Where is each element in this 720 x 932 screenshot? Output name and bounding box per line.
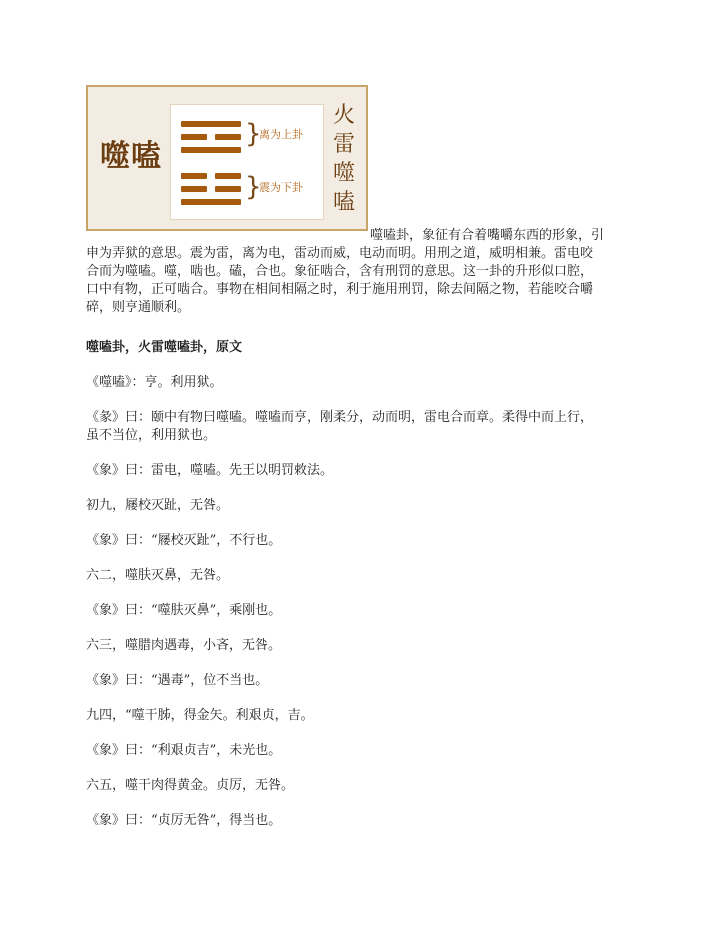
paragraph: 《象》曰：“利艰贞吉”，未光也。 [86,743,282,758]
upper-trigram-label: 离为上卦 [259,128,303,141]
yin-line-right [215,173,241,179]
paragraph: 初九，屦校灭趾，无咎。 [86,498,230,513]
paragraph: 虽不当位，利用狱也。 [86,428,217,443]
section-heading: 噬嗑卦，火雷噬嗑卦，原文 [86,340,243,355]
paragraph: 六五，噬干肉得黄金。贞厉，无咎。 [86,778,295,793]
hexagram-name: 噬嗑 [100,139,162,174]
paragraph: 《象》曰：“屦校灭趾”，不行也。 [86,533,282,548]
yang-line [181,147,241,153]
yin-line-left [181,186,207,192]
intro-line: 碎，则亨通顺利。 [86,300,191,315]
paragraph: 六三，噬腊肉遇毒，小吝，无咎。 [86,638,282,653]
paragraph: 《象》曰：雷电，噬嗑。先王以明罚敕法。 [86,463,334,478]
paragraph: 九四，“噬干胏，得金矢。利艰贞，吉。 [86,708,314,723]
yin-line-left [181,173,207,179]
intro-line: 口中有物，正可啮合。事物在相间相隔之时，利于施用刑罚，除去间隔之物，若能咬合嚼 [86,282,594,297]
lower-brace-icon: } [245,172,262,202]
paragraph: 《象》曰：“遇毒”，位不当也。 [86,673,269,688]
hexagram-vertical-title: 火雷噬嗑 [332,103,355,215]
intro-first-line: 噬嗑卦，象征有合着嘴嚼东西的形象，引 [370,228,605,243]
paragraph: 《象》曰：“贞厉无咎”，得当也。 [86,813,282,828]
yin-line-right [215,134,241,140]
lower-trigram-label: 震为下卦 [259,181,303,194]
intro-line: 申为弄狱的意思。震为雷，离为电，雷动而威，电动而明。用刑之道，威明相兼。雷电咬 [86,246,594,261]
paragraph: 六二，噬肤灭鼻，无咎。 [86,568,230,583]
yin-line-left [181,134,207,140]
yin-line-right [215,186,241,192]
paragraph: 《噬嗑》：亨。利用狱。 [86,375,223,390]
hexagram-figure [86,85,368,231]
upper-brace-icon: } [245,119,262,149]
yang-line [181,121,241,127]
paragraph: 《象》曰：“噬肤灭鼻”，乘刚也。 [86,603,282,618]
yang-line [181,199,241,205]
hexagram-lines-panel [170,104,324,220]
paragraph: 《彖》曰：颐中有物曰噬嗑。噬嗑而亨，刚柔分，动而明，雷电合而章。柔得中而上行， [86,410,594,425]
intro-line: 合而为噬嗑。噬，啮也。磕，合也。象征啮合，含有刑罚的意思。这一卦的升形似口腔， [86,264,594,279]
